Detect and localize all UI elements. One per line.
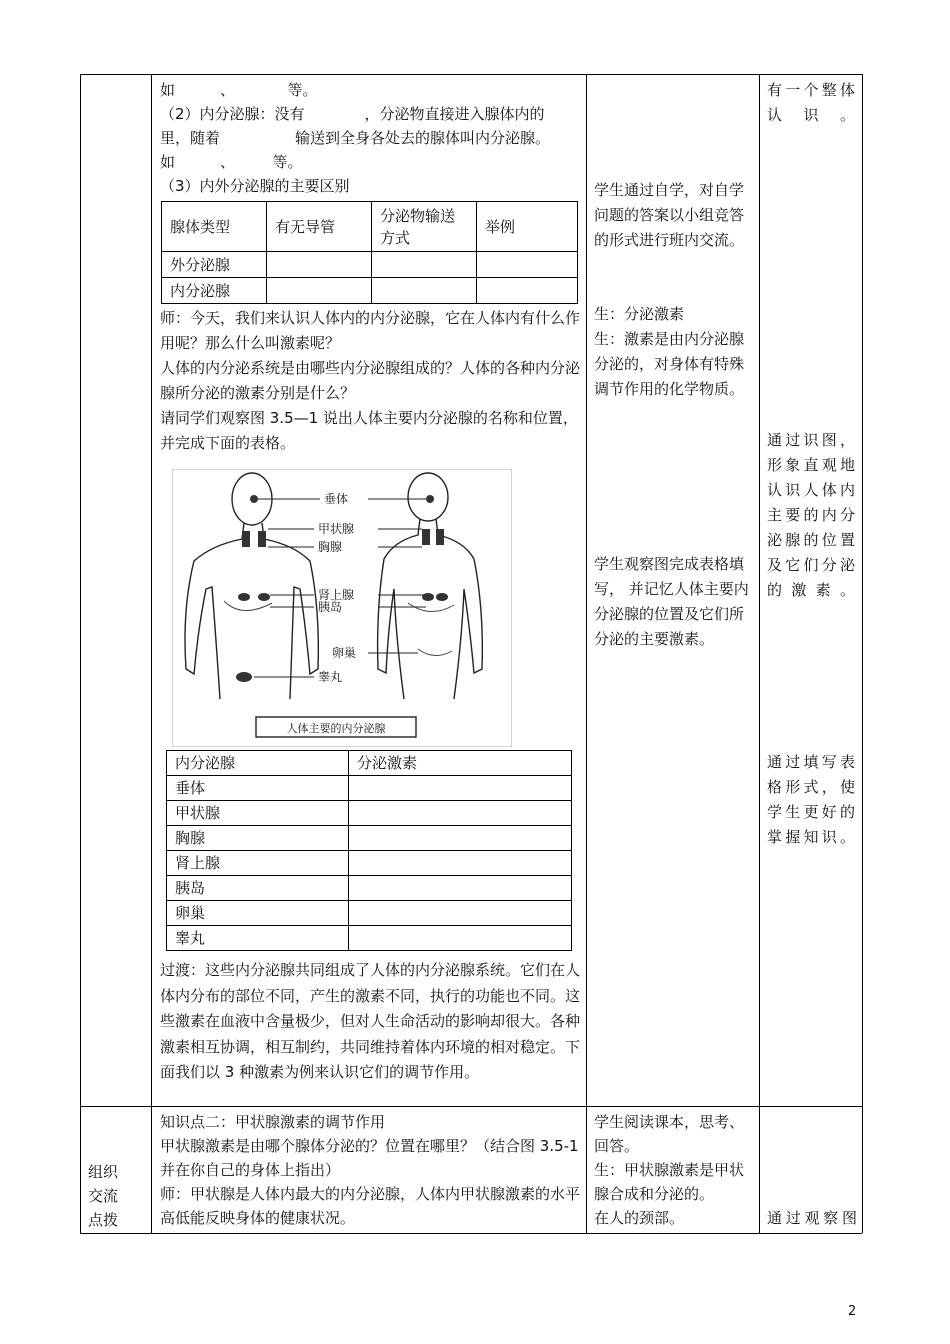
table-cell: 卵巢 (167, 901, 349, 926)
paragraph: 学生通过自学，对自学问题的答案以小组竞答的形式进行班内交流。 (594, 181, 745, 249)
gland-comparison-table (161, 201, 578, 304)
paragraph: 通过识图，形象直观地认识人体内主要的内分泌腺的位置及它们分泌的激素。 (767, 431, 855, 599)
table-cell: 垂体 (167, 776, 349, 801)
table-border-col3 (759, 74, 760, 1233)
stage-label-line: 点拨 (88, 1211, 119, 1229)
table-border-col2 (586, 74, 587, 1233)
row1-student-observe (594, 552, 752, 652)
text-line: （2）内分泌腺：没有 ，分泌物直接进入腺体内的 (160, 105, 545, 123)
table-cell (477, 252, 578, 278)
text-line: （3）内外分泌腺的主要区别 (160, 177, 350, 195)
label-thymus: 胸腺 (318, 540, 343, 554)
label-thyroid: 甲状腺 (318, 522, 355, 536)
figure-caption: 人体主要的内分泌腺 (286, 722, 386, 735)
paragraph: 通过填写表格形式，使学生更好的掌握知识。 (767, 753, 855, 846)
endocrine-diagram (172, 469, 512, 747)
table-header: 腺体类型 (162, 202, 267, 252)
text-line: 里，随着 输送到全身各处去的腺体叫内分泌腺。 (160, 129, 551, 147)
paragraph: 师：今天，我们来认识人体内的内分泌腺，它在人体内有什么作用呢？那么什么叫激素呢？ (160, 309, 581, 352)
row1-student-activity (594, 178, 752, 253)
table-cell (349, 926, 572, 951)
paragraph: 在人的颈部。 (594, 1209, 685, 1227)
table-header: 分泌激素 (349, 751, 572, 776)
table-cell (349, 826, 572, 851)
paragraph: 生：激素是由内分泌腺分泌的，对身体有特殊调节作用的化学物质。 (594, 330, 745, 398)
table-border-col1 (151, 74, 152, 1233)
table-header: 有无导管 (267, 202, 372, 252)
paragraph: 过渡：这些内分泌腺共同组成了人体的内分泌腺系统。它们在人体内分布的部位不同，产生的激素不同，执行的功能也不同。这些激素在血液中含量极少，但对人生命活动的影响却很大。各种激素相互协调，相互制约，共同维持着体内环境的相对稳定。下面我们以 3 种激素为例来认识它们的调节作用。 (160, 961, 581, 1081)
paragraph: 请同学们观察图 3.5—1 说出人体主要内分泌腺的名称和位置，并完成下面的表格。 (160, 409, 578, 452)
paragraph: 通过观察图 (767, 1209, 857, 1227)
label-pituitary: 垂体 (324, 492, 349, 506)
row1-intent-a (767, 78, 855, 128)
table-cell (267, 252, 372, 278)
row1-paragraphs (160, 306, 580, 456)
table-cell: 睾丸 (167, 926, 349, 951)
table-header: 举例 (477, 202, 578, 252)
row1-student-answers (594, 302, 752, 402)
stage-label-line: 交流 (88, 1187, 119, 1205)
table-cell: 甲状腺 (167, 801, 349, 826)
table-border-top (80, 74, 862, 75)
paragraph: 生：甲状腺激素是甲状腺合成和分泌的。 (594, 1161, 745, 1203)
label-testis: 睾丸 (318, 670, 343, 684)
table-cell: 肾上腺 (167, 851, 349, 876)
transition-paragraph (160, 958, 580, 1086)
paragraph: 甲状腺激素是由哪个腺体分泌的？位置在哪里？（结合图 3.5-1 并在你自己的身体上指出） (160, 1137, 579, 1179)
table-border-right (862, 74, 863, 1233)
table-cell (349, 801, 572, 826)
row1-intent-c (767, 750, 855, 850)
table-header: 分泌物输送方式 (372, 202, 477, 252)
table-cell: 胰岛 (167, 876, 349, 901)
table-cell: 内分泌腺 (162, 278, 267, 304)
gland-hormone-table (166, 750, 572, 951)
row1-content (160, 78, 580, 198)
stage-label-line: 组织 (88, 1163, 119, 1181)
row-divider (80, 1106, 862, 1107)
row1-intent-b (767, 428, 855, 603)
text-line: 如 、 等。 (160, 81, 318, 99)
table-cell: 外分泌腺 (162, 252, 267, 278)
row2-intent (767, 1206, 857, 1230)
label-ovary: 卵巢 (332, 646, 357, 660)
endocrine-figure (172, 469, 512, 747)
table-header: 内分泌腺 (167, 751, 349, 776)
table-cell (372, 278, 477, 304)
paragraph: 有一个整体认识。 (767, 81, 855, 124)
paragraph: 学生观察图完成表格填写， 并记忆人体主要内分泌腺的位置及它们所分泌的主要激素。 (594, 555, 749, 648)
table-cell (349, 876, 572, 901)
label-adrenal: 肾上腺 (318, 588, 355, 602)
paragraph: 师：甲状腺是人体内最大的内分泌腺，人体内甲状腺激素的水平高低能反映身体的健康状况。 (160, 1185, 581, 1227)
table-cell (349, 851, 572, 876)
table-cell: 胸腺 (167, 826, 349, 851)
label-islets: 胰岛 (318, 600, 343, 614)
paragraph: 生：分泌激素 (594, 305, 685, 323)
row2-stage-label (88, 1160, 148, 1232)
table-border-left (80, 74, 81, 1233)
row2-student-activity (594, 1110, 754, 1230)
text-line: 如 、 等。 (160, 153, 303, 171)
paragraph: 人体的内分泌系统是由哪些内分泌腺组成的？人体的各种内分泌腺所分泌的激素分别是什么？ (160, 359, 581, 402)
page-number: 2 (848, 1304, 857, 1319)
row2-content (160, 1110, 580, 1230)
table-cell (372, 252, 477, 278)
table-border-bottom (80, 1233, 862, 1234)
table-cell (349, 901, 572, 926)
table-cell (267, 278, 372, 304)
table-cell (477, 278, 578, 304)
table-cell (349, 776, 572, 801)
paragraph: 学生阅读课本，思考、回答。 (594, 1113, 745, 1155)
paragraph: 知识点二：甲状腺激素的调节作用 (160, 1113, 386, 1131)
